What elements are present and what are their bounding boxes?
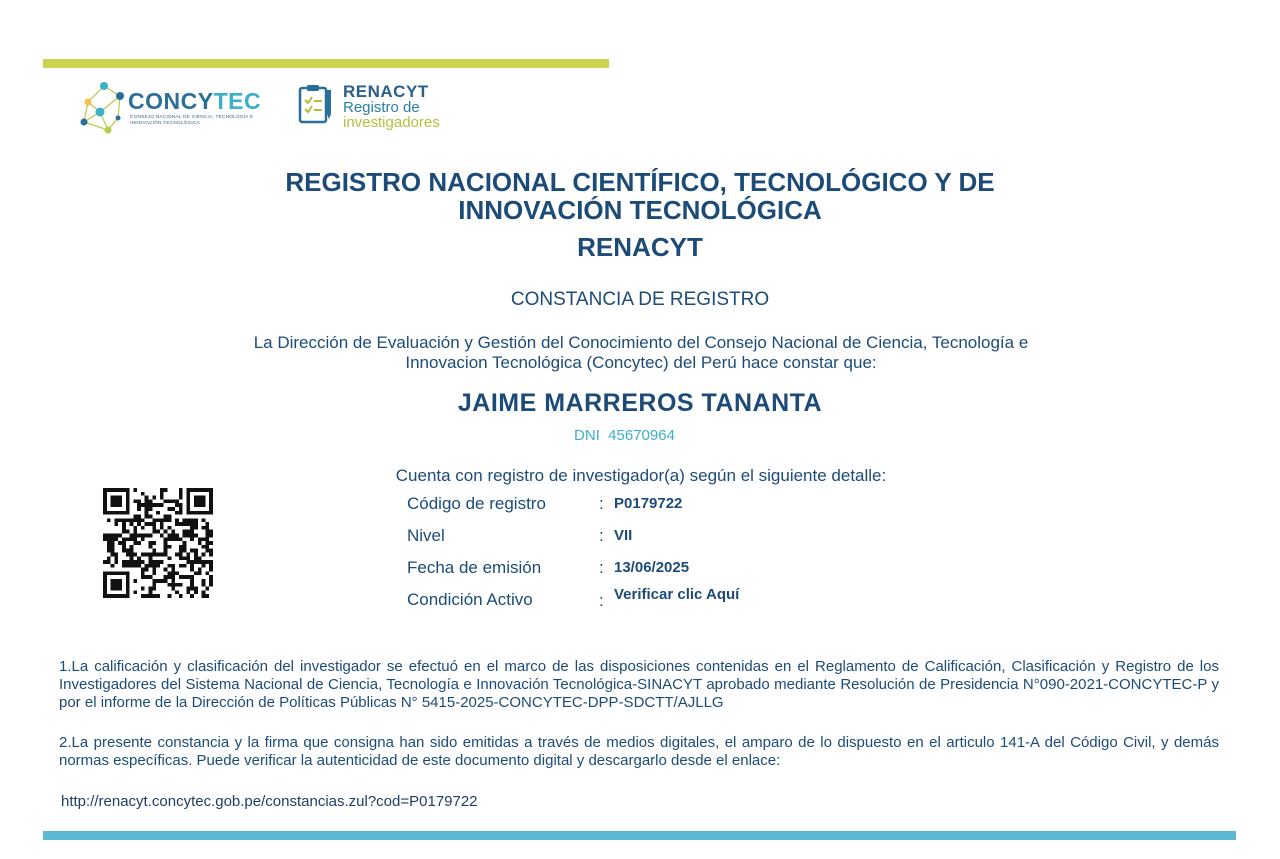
- clipboard-check-icon: [297, 84, 333, 126]
- detail-label-nivel: Nivel: [407, 526, 445, 545]
- detail-label-fecha: Fecha de emisión: [407, 558, 542, 577]
- registry-title-line-1: REGISTRO NACIONAL CIENTÍFICO, TECNOLÓGICO Y DE: [285, 167, 995, 197]
- registry-title: [240, 168, 1040, 224]
- renacyt-logo: [297, 82, 497, 138]
- concytec-logo: [78, 78, 278, 140]
- verification-url-link[interactable]: http://renacyt.concytec.gob.pe/constancias.zul?cod=P0179722: [61, 793, 478, 810]
- intro-text: [240, 333, 1042, 373]
- researcher-name: JAIME MARREROS TANANTA: [457, 389, 823, 417]
- intro-line-1: La Dirección de Evaluación y Gestión del Conocimiento del Consejo Nacional de Ciencia, Tecnología e: [253, 333, 1029, 352]
- concytec-network-icon: [78, 78, 130, 138]
- detail-colon: :: [599, 591, 604, 610]
- concytec-subtitle: CONSEJO NACIONAL DE CIENCIA, TECNOLOGÍA E INNOVACIÓN TECNOLÓGICA: [130, 114, 254, 125]
- qr-code-icon[interactable]: [102, 488, 214, 598]
- renacyt-logo-title: RENACYT: [343, 82, 429, 101]
- detail-value-nivel: VII: [614, 527, 633, 544]
- document-heading: CONSTANCIA DE REGISTRO: [510, 289, 770, 310]
- concytec-wordmark: CONCYTEC: [128, 88, 262, 114]
- detail-title: Cuenta con registro de investigador(a) según el siguiente detalle:: [395, 466, 887, 485]
- legal-note-2: 2.La presente constancia y la firma que consigna han sido emitidas a través de medios digitales, el amparo de lo dispuesto en el articulo 141-A del Código Civil, y demás normas específicas. Puede verificar la autenticidad de este documento digital y descargarlo desde el enlace:: [59, 734, 1219, 769]
- detail-colon: :: [599, 558, 604, 577]
- intro-line-2: Innovacion Tecnológica (Concytec) del Perú hace constar que:: [405, 353, 877, 372]
- registry-title-line-2: INNOVACIÓN TECNOLÓGICA: [458, 195, 822, 225]
- bottom-accent-bar: [43, 831, 1236, 840]
- renacyt-logo-subtitle-2: investigadores: [343, 114, 440, 131]
- researcher-dni: DNI 45670964: [574, 427, 675, 444]
- detail-value-fecha: 13/06/2025: [614, 559, 690, 576]
- detail-label-codigo: Código de registro: [407, 494, 546, 513]
- detail-value-codigo: P0179722: [614, 495, 683, 512]
- detail-label-condicion: Condición Activo: [407, 590, 533, 609]
- registry-acronym: RENACYT: [577, 232, 703, 262]
- detail-colon: :: [599, 526, 604, 545]
- detail-colon: :: [599, 494, 604, 513]
- legal-note-1: 1.La calificación y clasificación del investigador se efectuó en el marco de las disposiciones contenidas en el Reglamento de Calificación, Clasificación y Registro de los Investigadores del Sistema Nacional de Ciencia, Tecnología e Innovación Tecnológica-SINACYT aprobado mediante Resolución de Presidencia N°090-2021-CONCYTEC-P y por el informe de la Dirección de Políticas Públicas N° 5415-2025-CONCYTEC-DPP-SDCTT/AJLLG: [59, 658, 1219, 711]
- top-accent-bar: [43, 59, 609, 68]
- verify-link[interactable]: Verificar clic Aquí: [614, 586, 740, 603]
- renacyt-logo-subtitle-1: Registro de: [343, 99, 420, 116]
